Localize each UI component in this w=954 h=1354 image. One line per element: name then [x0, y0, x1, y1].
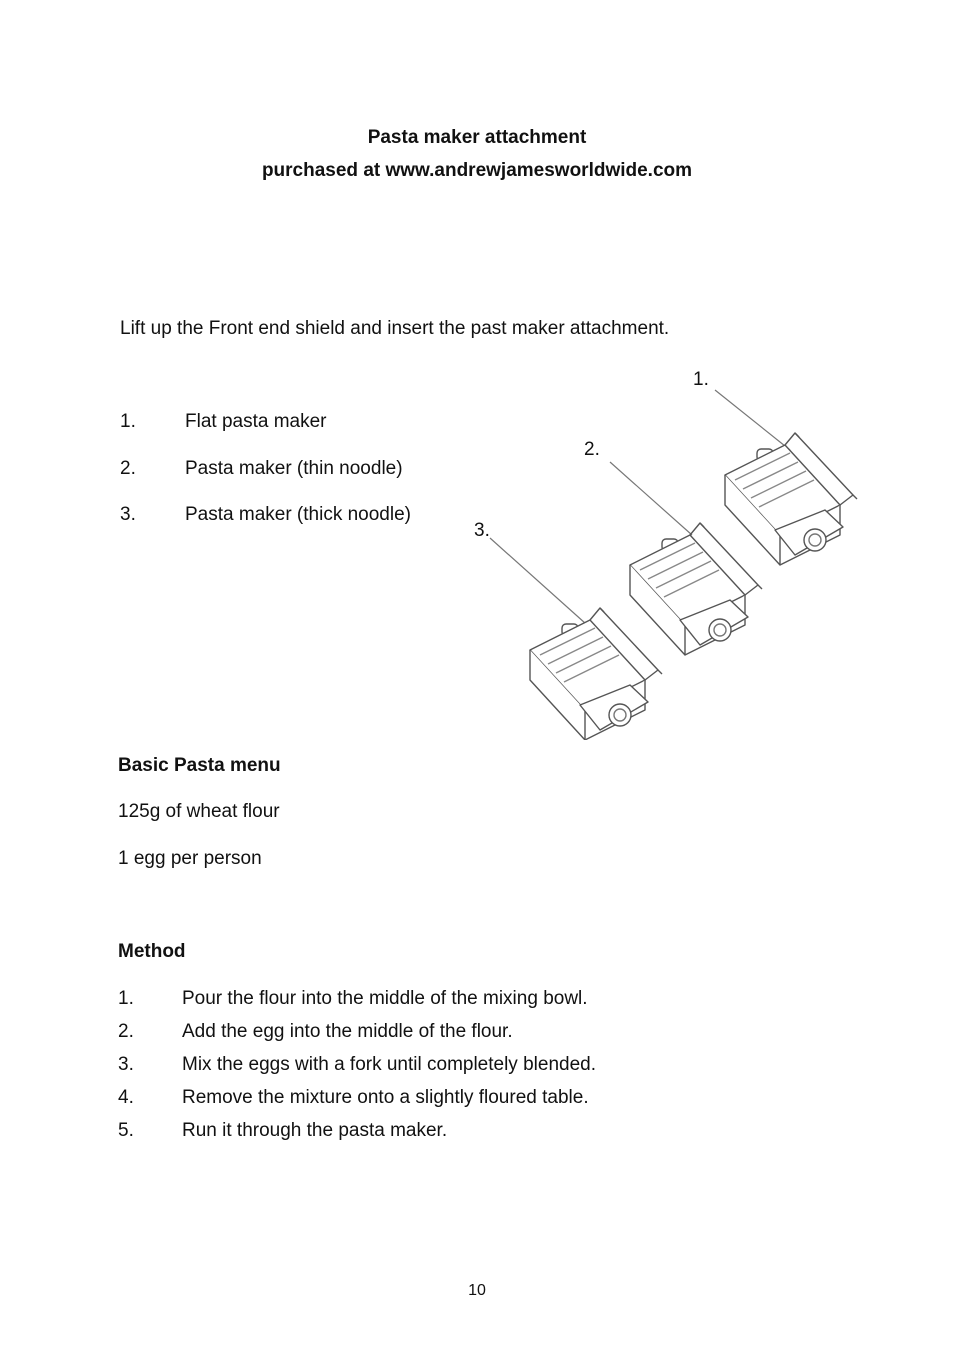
figure-callout-1: 1. [693, 369, 709, 390]
attachment-label: Pasta maker (thick noodle) [185, 504, 411, 525]
menu-item: 125g of wheat flour [118, 801, 280, 822]
method-step-number: 1. [118, 988, 134, 1009]
method-step-number: 3. [118, 1054, 134, 1075]
flat-pasta-maker-drawing [725, 433, 857, 565]
method-step-text: Remove the mixture onto a slightly floured table. [182, 1087, 589, 1108]
page-number: 10 [468, 1282, 486, 1299]
thick-noodle-maker-drawing [530, 608, 662, 740]
figure-callout-2: 2. [584, 439, 600, 460]
method-heading: Method [118, 941, 186, 962]
method-step-number: 4. [118, 1087, 134, 1108]
attachment-label: Pasta maker (thin noodle) [185, 458, 403, 479]
menu-item: 1 egg per person [118, 848, 262, 869]
page-title: Pasta maker attachment [367, 127, 587, 148]
attachment-label: Flat pasta maker [185, 411, 327, 432]
intro-text: Lift up the Front end shield and insert the past maker attachment. [120, 318, 670, 339]
method-step-text: Add the egg into the middle of the flour. [182, 1021, 513, 1042]
method-step-number: 5. [118, 1120, 134, 1141]
attachment-number: 3. [120, 504, 136, 525]
menu-heading: Basic Pasta menu [118, 755, 281, 776]
leader-line-1 [715, 390, 790, 450]
method-step-text: Pour the flour into the middle of the mixing bowl. [182, 988, 588, 1009]
figure-callout-3: 3. [474, 520, 490, 541]
attachment-number: 1. [120, 411, 136, 432]
method-step-text: Mix the eggs with a fork until completely blended. [182, 1054, 596, 1075]
method-step-number: 2. [118, 1021, 134, 1042]
page-subtitle: purchased at www.andrewjamesworldwide.com [261, 160, 693, 181]
attachment-number: 2. [120, 458, 136, 479]
method-step-text: Run it through the pasta maker. [182, 1120, 448, 1141]
leader-line-2 [610, 462, 692, 535]
thin-noodle-maker-drawing [630, 523, 762, 655]
leader-line-3 [490, 538, 595, 632]
pasta-attachments-illustration [470, 360, 870, 740]
